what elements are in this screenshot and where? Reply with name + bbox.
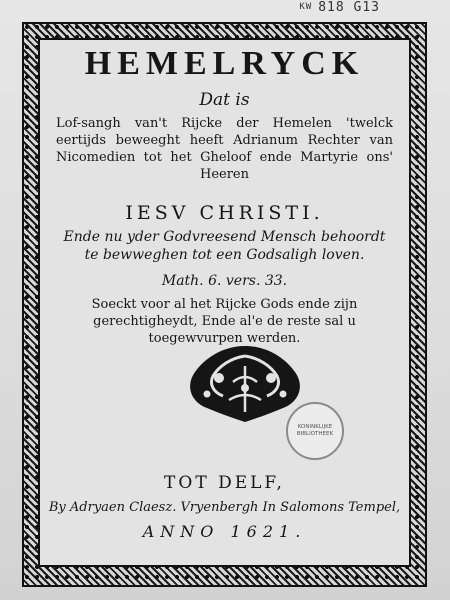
italic-paragraph: Ende nu yder Godvreesend Mensch behoordt te bewweghen tot een Godsaligh loven. — [63, 229, 386, 263]
imprint-place: TOT DELF, — [164, 473, 285, 493]
dedication-name: IESV CHRISTI. — [125, 202, 324, 224]
bible-citation: Math. 6. vers. 33. — [161, 273, 288, 289]
verse-paragraph: Soeckt voor al het Rijcke Gods ende zijn gerechtigheydt, Ende al'e de reste sal u toegewvurpen werden. — [91, 297, 358, 346]
shelfmark — [299, 0, 380, 15]
text-panel — [40, 40, 409, 565]
imprint-printer: By Adryaen Claesz. Vryenbergh In Salomons Tempel, — [48, 500, 401, 515]
printers-ornament — [183, 342, 307, 424]
shelfmark-number: 818 G13 — [318, 0, 380, 15]
intro-paragraph: Lof-sangh van't Rijcke der Hemelen 'twelck eertijds beweeght heeft Adrianum Rechter van Nicomedien tot het Gheloof ende Martyrie ons' Heeren — [56, 116, 393, 182]
subtitle: Dat is — [199, 90, 250, 110]
shelfmark-prefix: KW — [299, 2, 313, 12]
page-title: HEMELRYCK — [84, 45, 365, 82]
library-stamp: KONINKLIJKE BIBLIOTHEEK — [286, 402, 344, 460]
imprint-year: ANNO 1621. — [142, 522, 307, 541]
